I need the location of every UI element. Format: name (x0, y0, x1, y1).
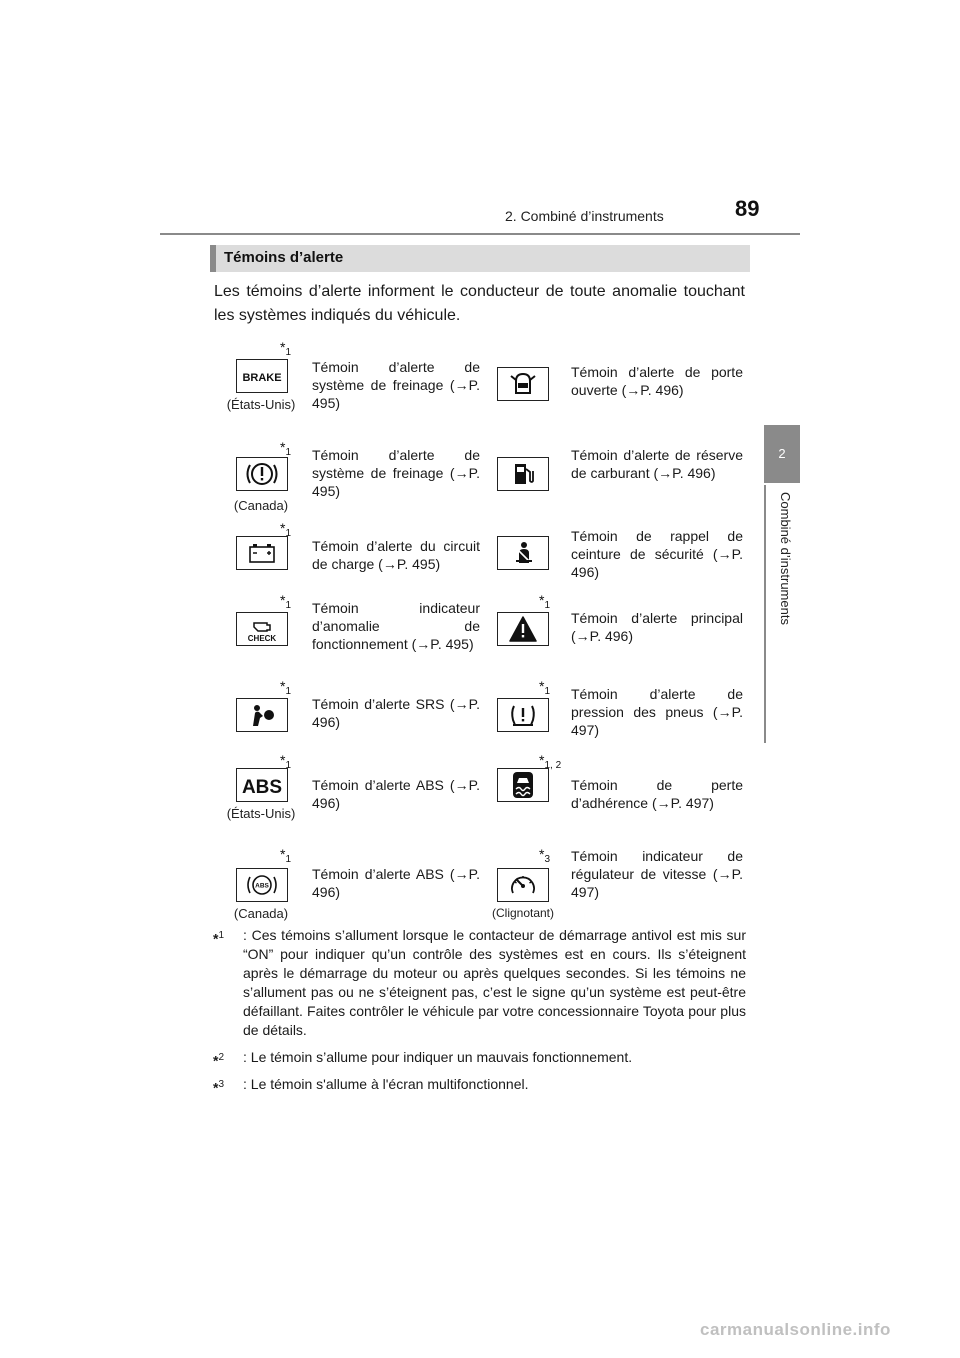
footnote-ref: $*_1$ (280, 846, 292, 865)
footnote-text: : Le témoin s'allume à l'écran multifonctionnel. (243, 1076, 529, 1092)
footnote-text: : Ces témoins s’allument lorsque le contacteur de démarrage antivol est mis sur “ON” pour indiquer qu’un contrôle des systèmes est en cours. Ils s’éteignent après le démarrage du moteur ou après quelques secondes. Si les témoins ne s’allument pas ou ne s’éteignent pas, c’est le signe qu’un système est peut-être défaillant. Faites contrôler le véhicule par votre concessionnaire Toyota pour plus de détails. (243, 927, 746, 1038)
seatbelt-icon (497, 536, 549, 570)
door-open-icon (497, 367, 549, 401)
footnote-mark: *$^2$ (213, 1052, 225, 1069)
warning-description: Témoin d’alerte SRS (→P. 496) (312, 696, 480, 730)
header-rule (160, 233, 800, 235)
chapter-tab: 2 (764, 425, 800, 483)
tire-pressure-icon (497, 698, 549, 732)
footnote-ref: $*_1$ (280, 678, 292, 697)
warning-description: Témoin d’alerte principal (→P. 496) (571, 610, 743, 644)
footnote-ref: $*_1$ (280, 752, 292, 771)
warning-description: Témoin indicateur de régulateur de vitesse (→P. 497) (571, 848, 743, 900)
fuel-pump-icon (497, 457, 549, 491)
master-warning-icon (497, 612, 549, 646)
running-header: 2. Combiné d’instruments (505, 208, 664, 224)
footnote (213, 926, 746, 1040)
chapter-tab-label: Combiné d’instruments (778, 492, 793, 625)
airbag-icon (236, 698, 288, 732)
brake-icon (236, 359, 288, 393)
region-note: (États-Unis) (226, 397, 296, 412)
footnote-ref: $*_{1, 2}$ (539, 752, 562, 771)
footnote (213, 1048, 746, 1067)
warning-description: Témoin d’alerte ABS (→P. 496) (312, 777, 480, 811)
footnote-ref: $*_1$ (280, 339, 292, 358)
footnote-ref: $*_3$ (539, 846, 551, 865)
abs-text-icon-label: ABS (241, 777, 283, 798)
blink-note: (Clignotant) (491, 906, 555, 920)
region-note: (États-Unis) (226, 806, 296, 821)
intro-paragraph: Les témoins d’alerte informent le conducteur de toute anomalie touchant les systèmes indiqués du véhicule. (214, 283, 745, 324)
warning-description: Témoin d’alerte de pression des pneus (→P. 497) (571, 686, 743, 738)
footnote (213, 1075, 746, 1094)
warning-description: Témoin d’alerte de réserve de carburant (→P. 496) (571, 447, 743, 481)
footnote-mark: *$^1$ (213, 930, 225, 947)
footnote-ref: $*_1$ (280, 439, 292, 458)
brake-icon-label: BRAKE (242, 372, 282, 384)
slip-indicator-icon (497, 768, 549, 802)
region-note: (Canada) (233, 498, 289, 513)
warning-description: Témoin d’alerte du circuit de charge (→P. 495) (312, 538, 480, 572)
cruise-speedometer-icon (497, 868, 549, 902)
region-note: (Canada) (233, 906, 289, 921)
warning-description: Témoin de rappel de ceinture de sécurité (→P. 496) (571, 528, 743, 580)
abs-circle-icon-label: ABS (255, 882, 269, 890)
warning-description: Témoin d’alerte de système de freinage (→P. 495) (312, 359, 480, 411)
footnote-ref: $*_1$ (280, 592, 292, 611)
warning-description: Témoin d’alerte ABS (→P. 496) (312, 866, 480, 900)
section-title: Témoins d’alerte (224, 249, 344, 266)
check-engine-icon-label: CHECK (247, 634, 277, 643)
warning-description: Témoin d’alerte de système de freinage (→P. 495) (312, 447, 480, 499)
warning-description: Témoin d’alerte de porte ouverte (→P. 496) (571, 364, 743, 398)
watermark: carmanualsonline.info (700, 1320, 891, 1339)
brake-circle-icon (236, 457, 288, 491)
battery-icon (236, 536, 288, 570)
abs-text-icon (236, 768, 288, 802)
footnote-text: : Le témoin s’allume pour indiquer un mauvais fonctionnement. (243, 1049, 633, 1065)
warning-description: Témoin de perte d’adhérence (→P. 497) (571, 777, 743, 811)
warning-description: Témoin indicateur d’anomalie de fonctionnement (→P. 495) (312, 600, 480, 652)
page-number: 89 (735, 196, 760, 221)
footnote-mark: *$^3$ (213, 1079, 225, 1096)
check-engine-icon (236, 612, 288, 646)
footnotes (213, 926, 746, 1102)
abs-circle-icon (236, 868, 288, 902)
footnote-ref: $*_1$ (539, 678, 551, 697)
footnote-ref: $*_1$ (539, 592, 551, 611)
footnote-ref: $*_1$ (280, 520, 292, 539)
